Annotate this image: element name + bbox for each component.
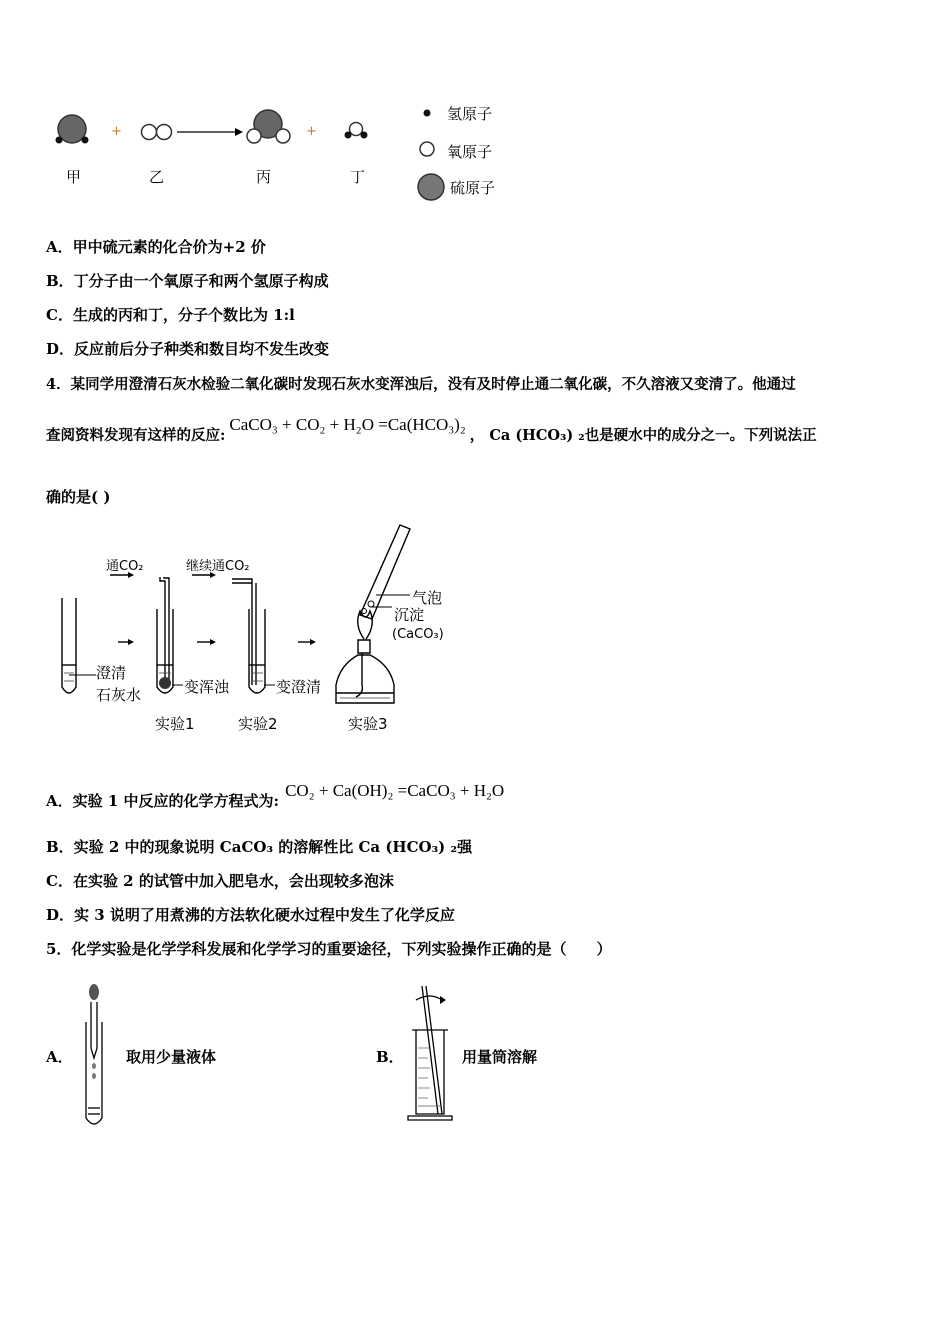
label-limewater-2: 石灰水: [96, 686, 142, 704]
label-exp1: 实验1: [155, 715, 195, 733]
q4-option-b: B．实验 2 中的现象说明 CaCO₃ 的溶解性比 Ca (HCO₃) ₂强: [46, 838, 473, 856]
molecule-bing: [247, 110, 290, 143]
option-a-equation: CO₂ + Ca(OH)₂ =CaCO₃ + H₂O: [285, 781, 505, 800]
legend-sulfur: 硫原子: [450, 179, 496, 197]
label-clear: 变澄清: [276, 678, 322, 696]
legend-hydrogen: 氢原子: [447, 105, 493, 123]
sulfur-atom-icon: [418, 174, 444, 200]
label-bing: 丙: [256, 168, 272, 186]
label-co2-2: 继续通CO₂: [186, 559, 250, 574]
label-turbid: 变浑浊: [184, 678, 230, 696]
label-exp3: 实验3: [348, 715, 388, 733]
q5-option-b-text: 用量筒溶解: [462, 1048, 538, 1066]
oxygen-atom-icon: [420, 142, 434, 156]
q5-option-a-letter: A．: [46, 1048, 73, 1066]
q4-option-c: C．在实验 2 的试管中加入肥皂水，会出现较多泡沫: [46, 872, 394, 890]
q4-stem-line2: 查阅资料发现有这样的反应:CaCO₃ + CO₂ + H₂O =Ca(HCO₃)₂， Ca (HCO₃) ₂也是硬水中的成分之一。下列说法正: [46, 415, 817, 444]
label-co2-1: 通CO₂: [106, 559, 144, 574]
molecule-ding: [345, 123, 368, 139]
legend-oxygen: 氧原子: [447, 143, 493, 161]
label-bubble: 气泡: [412, 589, 443, 607]
plus-sign: +: [306, 124, 317, 139]
label-limewater-1: 澄清: [96, 664, 127, 682]
dropper-tube-icon: [78, 980, 110, 1130]
plus-sign: +: [111, 124, 122, 139]
q3-option-b: B．丁分子由一个氧原子和两个氢原子构成: [46, 272, 329, 290]
q3-option-a: A．甲中硫元素的化合价为+2 价: [46, 238, 266, 256]
q5-stem: 5．化学实验是化学学科发展和化学学习的重要途径，下列实验操作正确的是（ ）: [46, 940, 612, 958]
q3-option-c: C．生成的丙和丁，分子个数比为 1:l: [46, 306, 295, 324]
label-precipitate: 沉淀: [394, 606, 425, 624]
hydrogen-atom-icon: [424, 110, 431, 117]
label-yi: 乙: [149, 168, 165, 186]
q4-stem-line3: 确的是( ): [46, 488, 111, 506]
label-jia: 甲: [66, 168, 82, 186]
q4-option-a: A．实验 1 中反应的化学方程式为:CO₂ + Ca(OH)₂ =CaCO₃ + H₂O: [46, 781, 505, 810]
q3-option-d: D．反应前后分子种类和数目均不发生改变: [46, 340, 330, 358]
q4-option-d: D．实 3 说明了用煮沸的方法软化硬水过程中发生了化学反应: [46, 906, 455, 924]
label-exp2: 实验2: [238, 715, 278, 733]
label-caco3: (CaCO₃): [392, 627, 444, 642]
label-ding: 丁: [350, 168, 366, 186]
q5-option-a-text: 取用少量液体: [126, 1048, 217, 1066]
q4-stem-line1: 4．某同学用澄清石灰水检验二氧化碳时发现石灰水变浑浊后，没有及时停止通二氧化碳，不久溶液又变清了。他通过: [46, 376, 796, 393]
molecule-yi: [142, 125, 172, 140]
molecule-jia: [56, 115, 89, 144]
graduated-cylinder-icon: [402, 978, 462, 1128]
q5-option-b-letter: B．: [376, 1048, 404, 1066]
reaction-equation: CaCO₃ + CO₂ + H₂O =Ca(HCO₃)₂: [229, 415, 466, 434]
